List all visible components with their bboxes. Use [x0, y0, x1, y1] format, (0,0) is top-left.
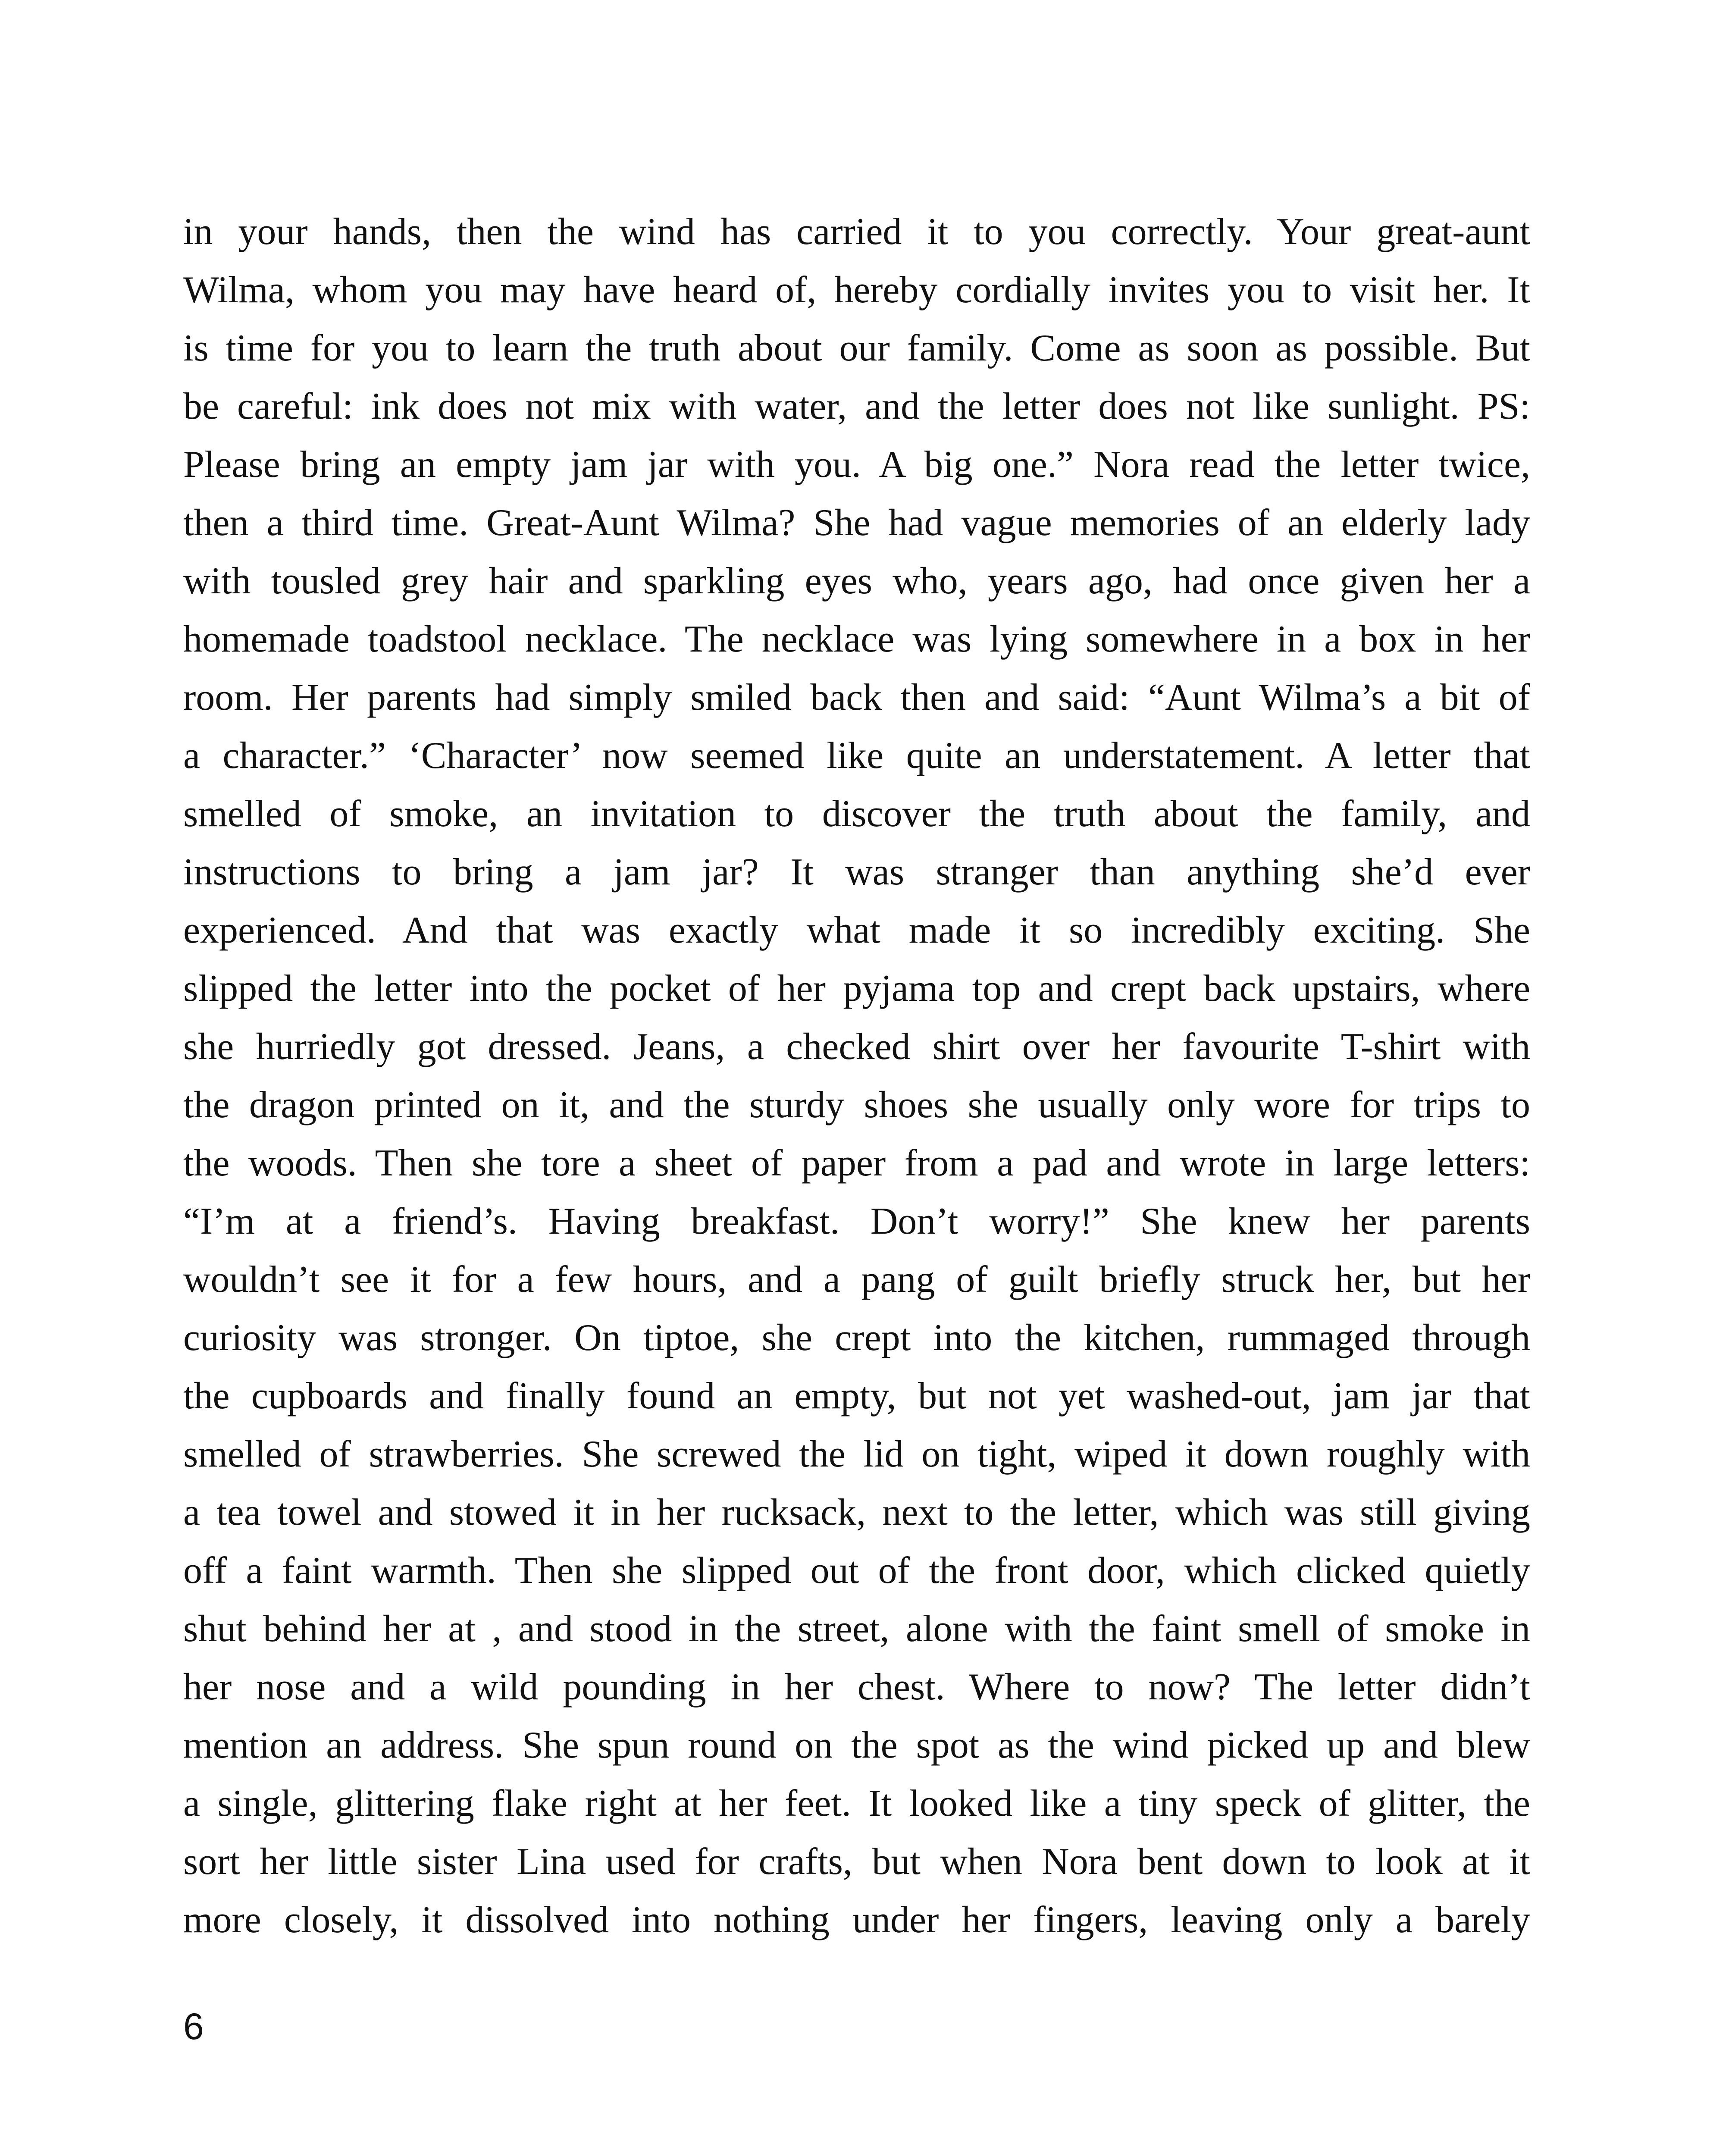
- text-line: curiosity was stronger. On tiptoe, she crept into the kitchen, rummaged through: [183, 1317, 1530, 1359]
- page-number: 6: [183, 2006, 204, 2047]
- text-line: mention an address. She spun round on the spot as the wind picked up and blew: [183, 1724, 1530, 1766]
- text-line: the woods. Then she tore a sheet of paper from a pad and wrote in large letters:: [183, 1142, 1530, 1184]
- text-line: smelled of smoke, an invitation to discover the truth about the family, and: [183, 793, 1530, 835]
- text-line: her nose and a wild pounding in her chest. Where to now? The letter didn’t: [183, 1666, 1530, 1708]
- text-line: a character.” ‘Character’ now seemed like quite an understatement. A letter that: [183, 735, 1530, 777]
- body-text: [183, 203, 1530, 1949]
- text-line: slipped the letter into the pocket of her pyjama top and crept back upstairs, where: [183, 968, 1530, 1009]
- text-line: the dragon printed on it, and the sturdy shoes she usually only wore for trips to: [183, 1084, 1530, 1126]
- text-line: sort her little sister Lina used for crafts, but when Nora bent down to look at it: [183, 1841, 1530, 1883]
- text-line: a tea towel and stowed it in her rucksack, next to the letter, which was still giving: [183, 1492, 1530, 1533]
- text-line: instructions to bring a jam jar? It was stranger than anything she’d ever: [183, 851, 1530, 893]
- text-line: is time for you to learn the truth about our family. Come as soon as possible. But: [183, 327, 1530, 369]
- text-line: off a faint warmth. Then she slipped out of the front door, which clicked quietly: [183, 1550, 1530, 1592]
- text-line: in your hands, then the wind has carried it to you correctly. Your great-aunt: [183, 211, 1530, 253]
- text-line: Please bring an empty jam jar with you. A big one.” Nora read the letter twice,: [183, 444, 1530, 486]
- text-line: experienced. And that was exactly what made it so incredibly exciting. She: [183, 909, 1530, 951]
- text-line: smelled of strawberries. She screwed the lid on tight, wiped it down roughly with: [183, 1433, 1530, 1475]
- text-line: be careful: ink does not mix with water, and the letter does not like sunlight. PS:: [183, 385, 1530, 427]
- text-line: a single, glittering flake right at her feet. It looked like a tiny speck of glitter, the: [183, 1783, 1530, 1824]
- text-line: homemade toadstool necklace. The necklace was lying somewhere in a box in her: [183, 618, 1530, 660]
- text-line: then a third time. Great-Aunt Wilma? She had vague memories of an elderly lady: [183, 502, 1530, 544]
- text-line: “I’m at a friend’s. Having breakfast. Don’t worry!” She knew her parents: [183, 1200, 1530, 1242]
- text-line: with tousled grey hair and sparkling eyes who, years ago, had once given her a: [183, 560, 1530, 602]
- text-line: shut behind her at , and stood in the street, alone with the faint smell of smoke in: [183, 1608, 1530, 1650]
- text-line: Wilma, whom you may have heard of, hereby cordially invites you to visit her. It: [183, 269, 1530, 311]
- text-line: the cupboards and finally found an empty, but not yet washed-out, jam jar that: [183, 1375, 1530, 1417]
- text-line: wouldn’t see it for a few hours, and a pang of guilt briefly struck her, but her: [183, 1259, 1530, 1300]
- text-line: room. Her parents had simply smiled back then and said: “Aunt Wilma’s a bit of: [183, 677, 1530, 718]
- text-line: more closely, it dissolved into nothing under her fingers, leaving only a barely: [183, 1899, 1530, 1941]
- text-line: she hurriedly got dressed. Jeans, a checked shirt over her favourite T-shirt with: [183, 1026, 1530, 1068]
